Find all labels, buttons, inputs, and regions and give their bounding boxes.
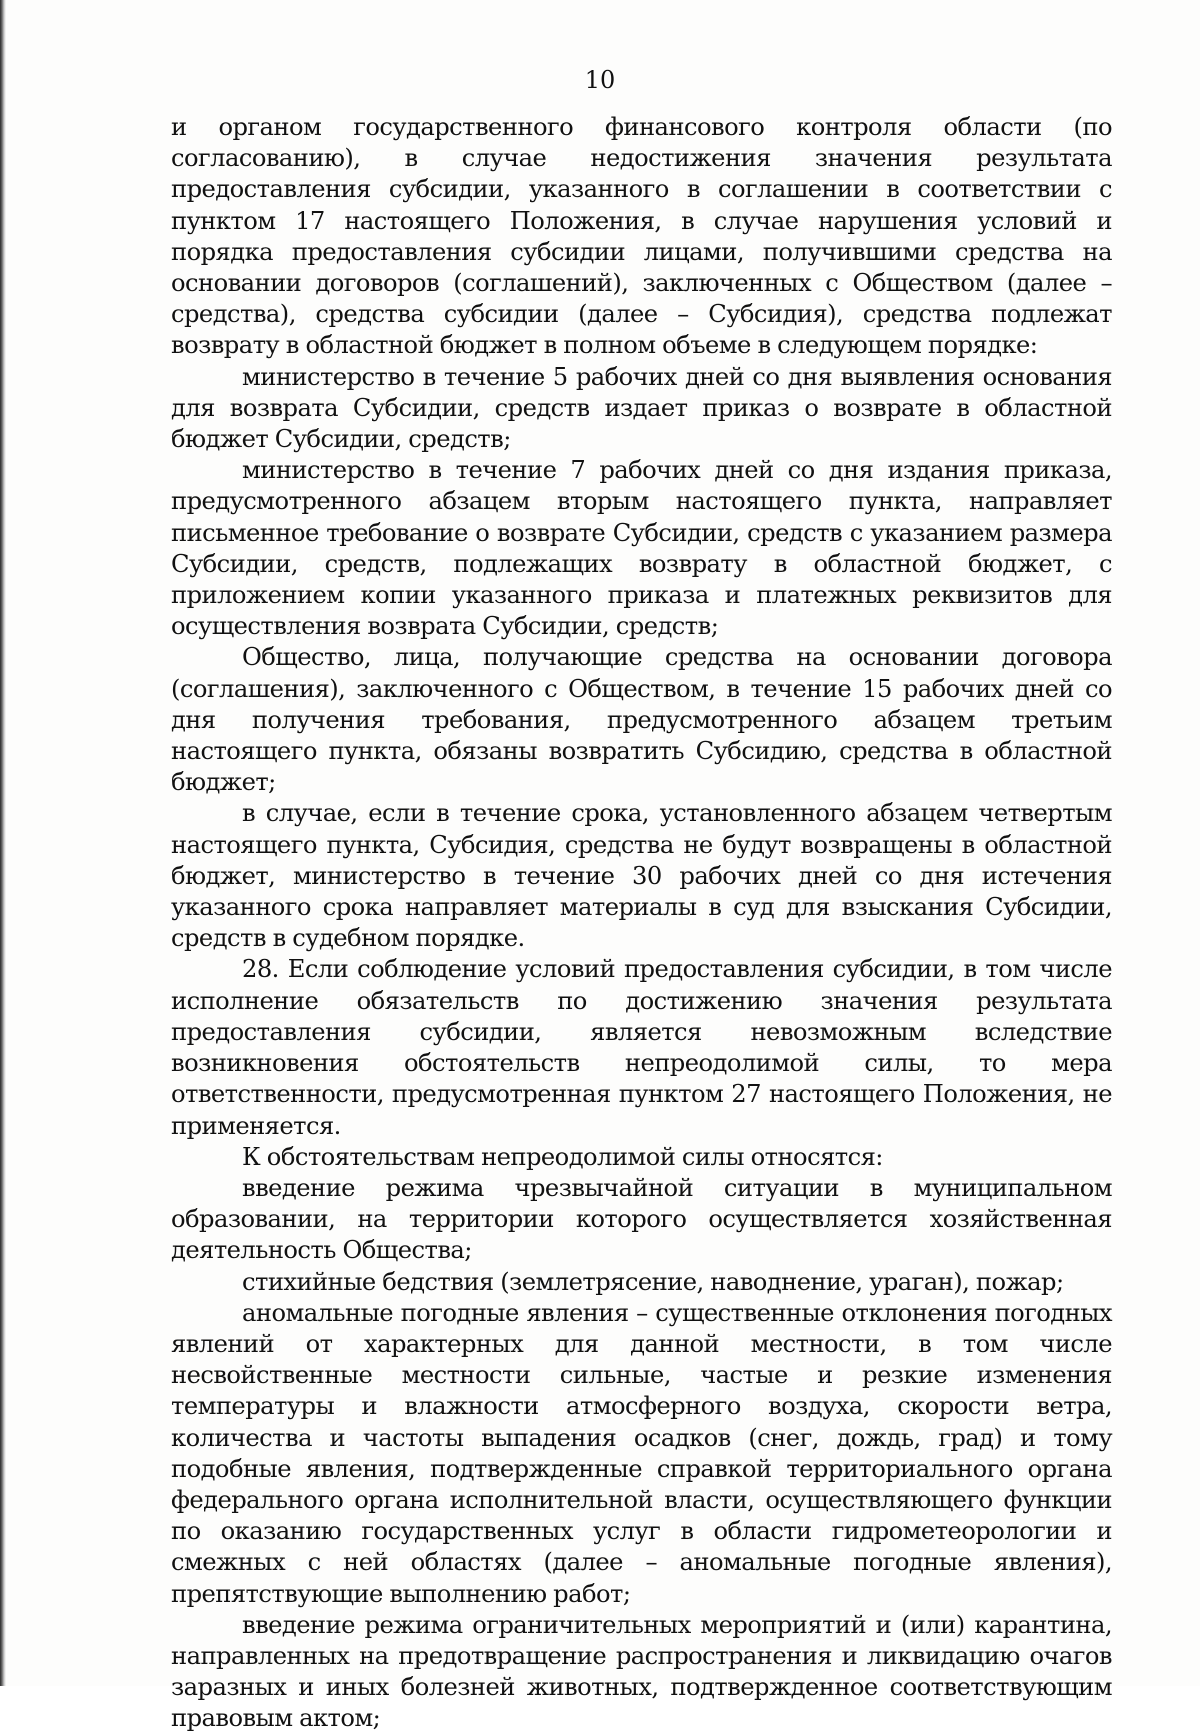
- paragraph: в случае, если в течение срока, установленного абзацем четвертым настоящего пункта, Субсидия, средства не будут возвращены в областной бюджет, министерство в течение 30 рабочих дней со дня истечения указанного срока направляет материалы в суд для взыскания Субсидии, средств в судебном порядке.: [171, 799, 1112, 953]
- paragraph: аномальные погодные явления – существенные отклонения погодных явлений от характерных для данной местности, в том числе несвойственные местности сильные, частые и резкие изменения температуры и влажности атмосферного воздуха, скорости ветра, количества и частоты выпадения осадков (снег, дождь, град) и тому подобные явления, подтвержденные справкой территориального органа федерального органа исполнительной власти, осуществляющего функции по оказанию государственных услуг в области гидрометеорологии и смежных с ней областях (далее – аномальные погодные явления), препятствующие выполнению работ;: [171, 1298, 1112, 1608]
- paragraph: министерство в течение 5 рабочих дней со дня выявления основания для возврата Субсидии, средств издает приказ о возврате в областной бюджет Субсидии, средств;: [171, 362, 1112, 454]
- page-number: 10: [584, 66, 616, 94]
- paragraph: К обстоятельствам непреодолимой силы относятся:: [242, 1142, 883, 1171]
- paragraph-continuation: и органом государственного финансового контроля области (по согласованию), в случае недостижения значения результата предоставления субсидии, указанного в соглашении в соответствии с пунктом 17 настоящего Положения, в случае нарушения условий и порядка предоставления субсидии лицами, получившими средства на основании договоров (соглашений), заключенных с Обществом (далее – средства), средства субсидии (далее – Субсидия), средства подлежат возврату в областной бюджет в полном объеме в следующем порядке:: [171, 113, 1112, 360]
- paragraph: стихийные бедствия (землетрясение, наводнение, ураган), пожар;: [242, 1267, 1064, 1296]
- paragraph: Общество, лица, получающие средства на основании договора (соглашения), заключенного с Обществом, в течение 15 рабочих дней со дня получения требования, предусмотренного абзацем третьим настоящего пункта, обязаны возвратить Субсидию, средства в областной бюджет;: [171, 643, 1112, 797]
- scan-edge: [0, 0, 6, 1686]
- paragraph: министерство в течение 7 рабочих дней со дня издания приказа, предусмотренного абзацем вторым настоящего пункта, направляет письменное требование о возврате Субсидии, средств с указанием размера Субсидии, средств, подлежащих возврату в областной бюджет, с приложением копии указанного приказа и платежных реквизитов для осуществления возврата Субсидии, средств;: [171, 456, 1112, 641]
- paragraph: введение режима ограничительных мероприятий и (или) карантина, направленных на предотвращение распространения и ликвидацию очагов заразных и иных болезней животных, подтвержденное соответствующим правовым актом;: [171, 1610, 1112, 1733]
- paragraph-section-28: 28. Если соблюдение условий предоставления субсидии, в том числе исполнение обязательств по достижению значения результата предоставления субсидии, является невозможным вследствие возникновения обстоятельств непреодолимой силы, то мера ответственности, предусмотренная пунктом 27 настоящего Положения, не применяется.: [171, 955, 1112, 1140]
- paragraph: введение режима чрезвычайной ситуации в муниципальном образовании, на территории которого осуществляется хозяйственная деятельность Общества;: [171, 1173, 1112, 1265]
- document-body: [171, 112, 1112, 1735]
